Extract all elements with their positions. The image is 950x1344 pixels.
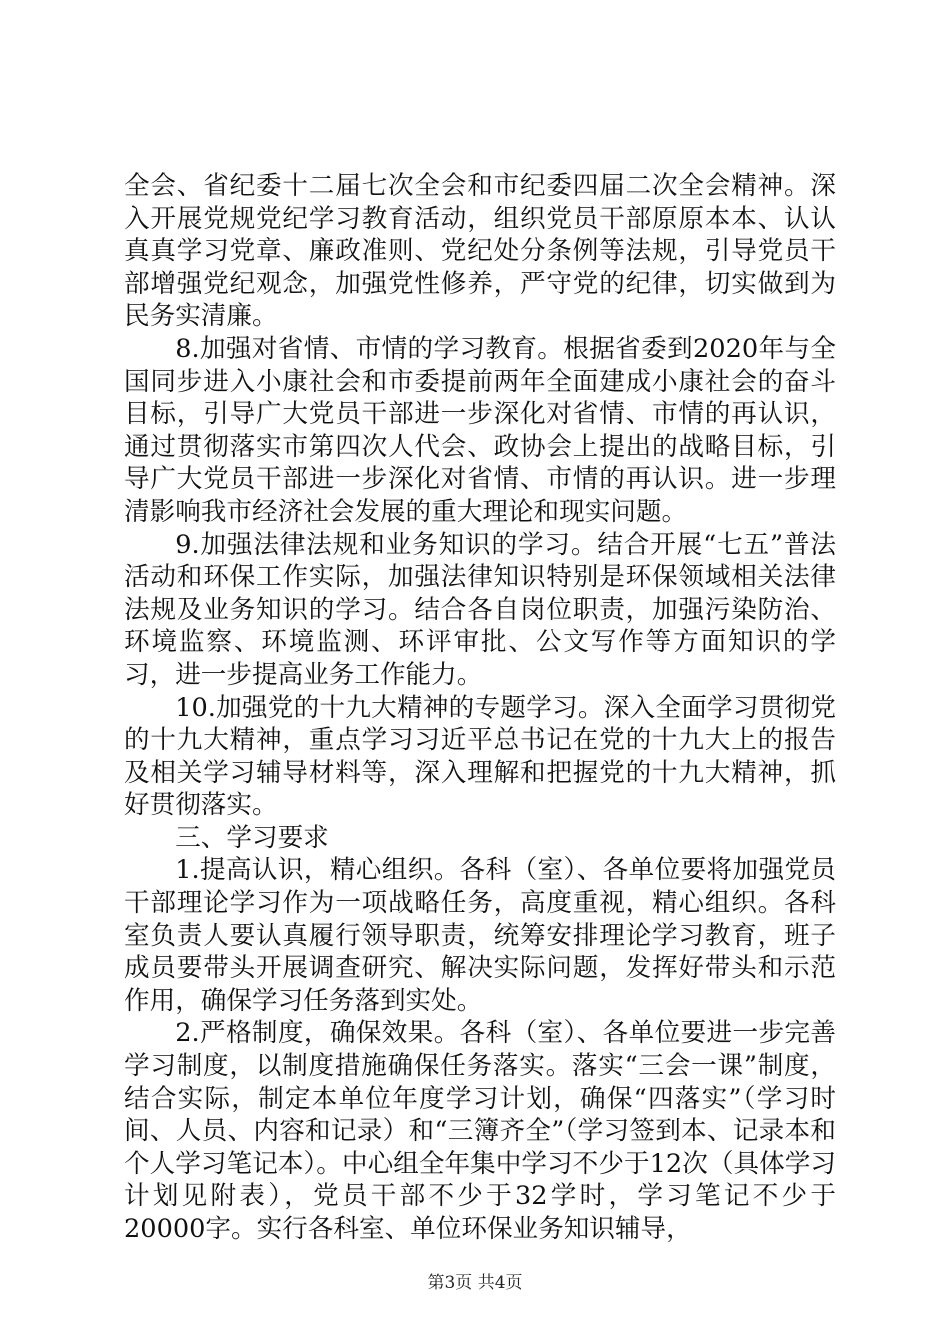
paragraph-item-8: 8.加强对省情、市情的学习教育。根据省委到2020年与全国同步进入小康社会和市委提前两年全面建成小康社会的奋斗目标，引导广大党员干部进一步深化对省情、市情的再认识，通过贯彻落实市第四次人代会、政协会上提出的战略目标，引导广大党员干部进一步深化对省情、市情的再认识。进一步理清影响我市经济社会发展的重大理论和现实问题。	[124, 333, 836, 527]
page-number-footer: 第3页 共4页	[427, 1273, 523, 1293]
paragraph-continued: 全会、省纪委十二届七次全会和市纪委四届二次全会精神。深入开展党规党纪学习教育活动，组织党员干部原原本本、认认真真学习党章、廉政准则、党纪处分条例等法规，引导党员干部增强党纪观念，加强党性修养，严守党的纪律，切实做到为民务实清廉。	[124, 171, 836, 332]
section-heading-requirements: 三、学习要求	[175, 822, 329, 853]
paragraph-item-10: 10.加强党的十九大精神的专题学习。深入全面学习贯彻党的十九大精神，重点学习习近平总书记在党的十九大上的报告及相关学习辅导材料等，深入理解和把握党的十九大精神，抓好贯彻落实。	[124, 692, 836, 821]
paragraph-requirement-1: 1.提高认识，精心组织。各科（室）、各单位要将加强党员干部理论学习作为一项战略任务，高度重视，精心组织。各科室负责人要认真履行领导职责，统筹安排理论学习教育，班子成员要带头开展调查研究、解决实际问题，发挥好带头和示范作用，确保学习任务落到实处。	[124, 855, 836, 1016]
paragraph-requirement-2: 2.严格制度，确保效果。各科（室）、各单位要进一步完善学习制度，以制度措施确保任务落实。落实“三会一课”制度，结合实际，制定本单位年度学习计划，确保“四落实”（学习时间、人员、内容和记录）和“三簿齐全”（学习签到本、记录本和个人学习笔记本）。中心组全年集中学习不少于12次（具体学习计划见附表），党员干部不少于32学时，学习笔记不少于20000字。实行各科室、单位环保业务知识辅导，	[124, 1018, 836, 1244]
paragraph-item-9: 9.加强法律法规和业务知识的学习。结合开展“七五”普法活动和环保工作实际，加强法律知识特别是环保领域相关法律法规及业务知识的学习。结合各自岗位职责，加强污染防治、环境监察、环境监测、环评审批、公文写作等方面知识的学习，进一步提高业务工作能力。	[124, 529, 836, 690]
document-body	[124, 170, 836, 1246]
